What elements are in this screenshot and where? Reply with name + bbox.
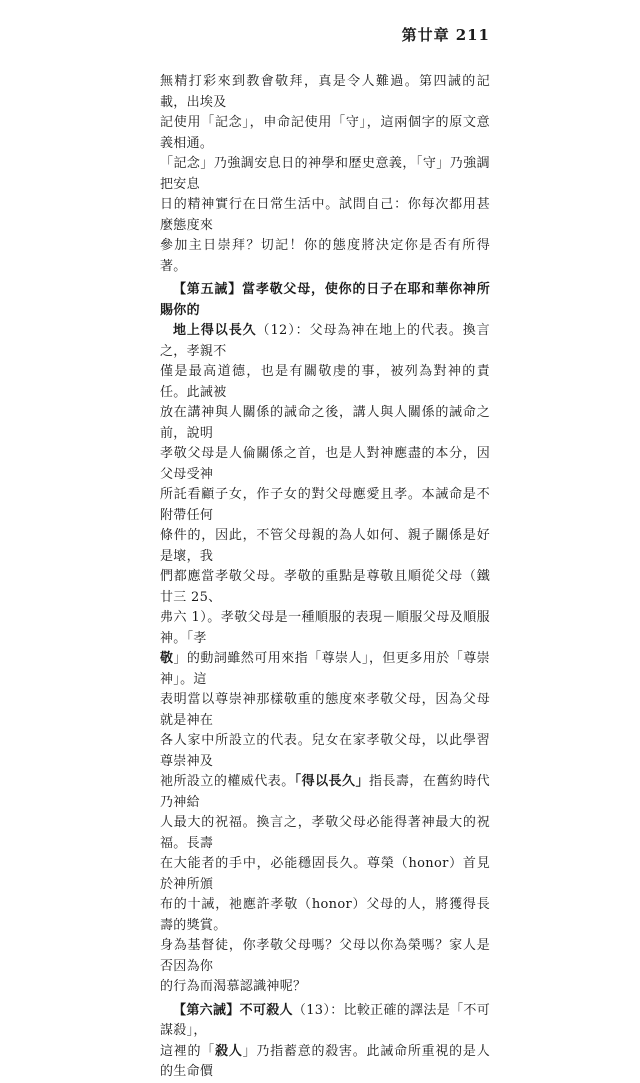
commandment-heading: 【第六誡】不可殺人 — [173, 1002, 293, 1018]
text-line: 弗六 1）。孝敬父母是一種順服的表現－順服父母及順服神。「孝 — [160, 610, 490, 646]
page-number: 211 — [455, 26, 490, 44]
text-line — [160, 649, 490, 690]
text-line — [160, 772, 490, 813]
commandment-heading: 【第五誡】當孝敬父母，使你的日子在耶和華你神所賜你的 — [160, 282, 490, 318]
text-line: 日的精神實行在日常生活中。試問自己：你每次都用甚麼態度來 — [160, 197, 490, 233]
text-line: 的行為而渴慕認識神呢？ — [160, 979, 307, 994]
text-line: 表明當以尊崇神那樣敬重的態度來孝敬父母，因為父母就是神在 — [160, 692, 490, 728]
text-run: 祂所設立的權威代表。 — [160, 774, 295, 789]
text-line: 在大能者的手中，必能穩固長久。尊榮（honor）首見於神所頒 — [160, 856, 490, 892]
text-line: 僅是最高道德，也是有關敬虔的事，被列為對神的責任。此誡被 — [160, 364, 490, 400]
text-line: 條件的，因此，不管父母親的為人如何、親子關係是好是壞，我 — [160, 528, 490, 564]
text-run: 指長壽，在舊約時代乃神給 — [160, 774, 490, 810]
text-line: 無精打彩來到教會敬拜，真是令人難過。第四誡的記載，出埃及 — [160, 74, 490, 110]
text-line: 各人家中所設立的代表。兒女在家孝敬父母，以此學習尊崇神及 — [160, 733, 490, 769]
text-line: 記使用「記念」，申命記使用「守」，這兩個字的原文意義相通。 — [160, 115, 490, 151]
commandment-heading-cont: 地上得以長久 — [173, 323, 257, 338]
text-line: 「記念」乃強調安息日的神學和歷史意義，「守」乃強調把安息 — [160, 156, 490, 192]
text-line — [160, 1001, 490, 1042]
paragraph-sabbath-end — [160, 72, 490, 277]
running-header — [402, 24, 490, 45]
text-line: 身為基督徒，你孝敬父母嗎？父母以你為榮嗎？家人是否因為你 — [160, 938, 490, 974]
text-run: 這裡的「 — [160, 1043, 216, 1059]
text-line — [160, 321, 490, 362]
emphasis-word: 殺人 — [215, 1043, 243, 1059]
paragraph-fifth-commandment — [160, 280, 490, 998]
text-line: 孝敬父母是人倫關係之首，也是人對神應盡的本分，因父母受神 — [160, 446, 490, 482]
text-line — [160, 1042, 490, 1083]
emphasis-quote: 「得以長久」 — [294, 774, 369, 789]
text-line: 參加主日崇拜？切記！你的態度將決定你是否有所得著。 — [160, 238, 490, 274]
text-line: 布的十誡，祂應許孝敬（honor）父母的人，將獲得長壽的獎賞。 — [160, 897, 490, 933]
page-body — [160, 72, 490, 1083]
text-run: 」乃指蓄意的殺害。此誡命所重視的是人的生命價 — [160, 1043, 490, 1079]
text-line: 人最大的祝福。換言之，孝敬父母必能得著神最大的祝福。長壽 — [160, 815, 490, 851]
text-run: （13）：比較正確的譯法是「不可謀殺」， — [160, 1002, 491, 1038]
chapter-title: 第廿章 — [401, 26, 450, 44]
paragraph-sixth-commandment — [160, 1001, 490, 1083]
text-line: 所託看顧子女，作子女的對父母應愛且孝。本誡命是不附帶任何 — [160, 487, 490, 523]
text-run: 」的動詞雖然可用來指「尊崇人」，但更多用於「尊崇神」。這 — [160, 651, 490, 687]
emphasis-word: 敬 — [160, 651, 174, 666]
text-line: 放在講神與人關係的誡命之後，講人與人關係的誡命之前，說明 — [160, 405, 490, 441]
text-run: （12）：父母為神在地上的代表。換言之，孝親不 — [160, 323, 490, 359]
text-line: 們都應當孝敬父母。孝敬的重點是尊敬且順從父母（鐵廿三 25、 — [160, 569, 490, 605]
